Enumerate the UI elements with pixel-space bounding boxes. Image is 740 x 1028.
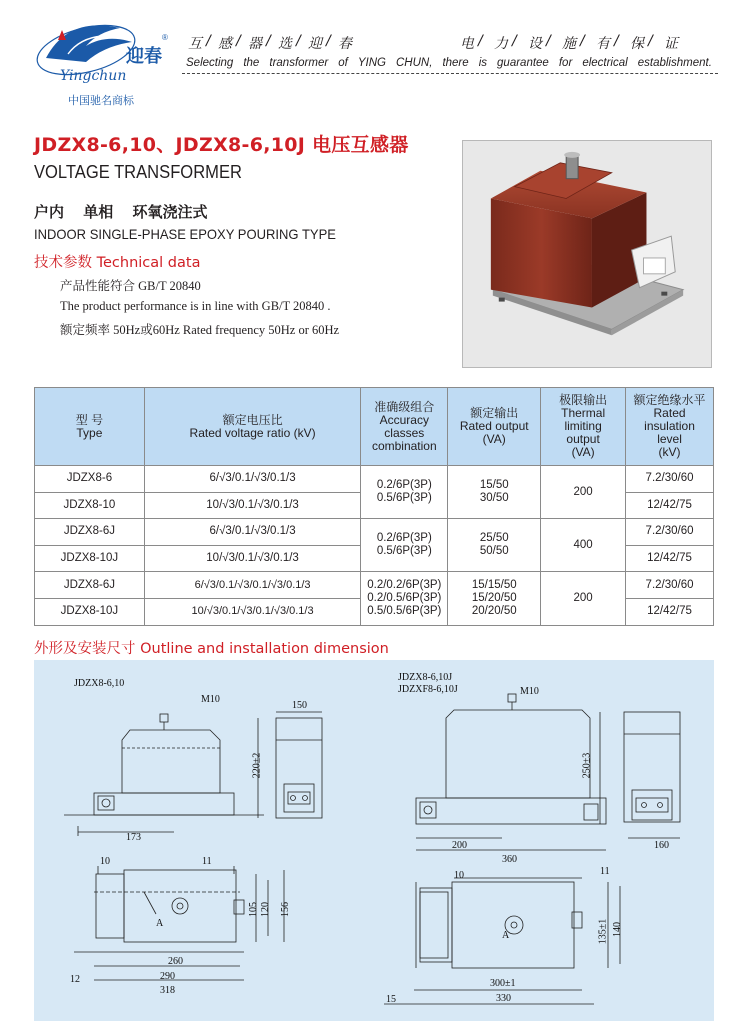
left-dim-290: 290 [160, 971, 175, 982]
slogan-en-word: of [338, 57, 348, 69]
cell-ratio: 6/√3/0.1/√3/0.1/√3/0.1/3 [144, 572, 361, 599]
technical-data-table [34, 387, 714, 626]
left-dim-bolt: M10 [201, 694, 220, 705]
slogan-cn-char: 保 [630, 36, 644, 52]
header-voltage-ratio: 额定电压比 Rated voltage ratio (kV) [144, 388, 361, 466]
right-dim-200: 200 [452, 840, 467, 851]
cell-insulation: 7.2/30/60 [626, 466, 714, 493]
header-accuracy: 准确级组合 Accuracy classes combination [361, 388, 448, 466]
slogan-separator: / [478, 33, 483, 49]
cell-accuracy: 0.2/6P(3P) 0.5/6P(3P) [361, 466, 448, 519]
product-type-cn: 户内 单相 环氧浇注式 [34, 203, 208, 221]
slogan-cn-char: 选 [278, 36, 292, 52]
slogan-en-word: YING [357, 57, 386, 69]
cell-type: JDZX8-6J [35, 519, 145, 546]
cell-insulation: 12/42/75 [626, 598, 714, 625]
slogan-separator: / [206, 33, 211, 49]
right-dim-250: 250±3 [581, 752, 593, 779]
product-photo [462, 140, 712, 368]
slogan-separator: / [512, 33, 517, 49]
left-dim-12: 12 [70, 974, 80, 985]
right-dim-330: 330 [496, 993, 511, 1004]
right-dim-11: 11 [600, 866, 610, 877]
cell-ratio: 6/√3/0.1/√3/0.1/3 [144, 519, 361, 546]
table-row [35, 519, 714, 546]
slogan-cn-char: 感 [218, 36, 232, 52]
left-front-view [64, 714, 264, 836]
slogan-en-word: the [243, 57, 260, 69]
terminal-bolt [566, 155, 578, 179]
slogan-cn-char: 证 [664, 36, 678, 52]
cell-output: 15/15/50 15/20/50 20/20/50 [448, 572, 541, 625]
cell-accuracy: 0.2/6P(3P) 0.5/6P(3P) [361, 519, 448, 572]
right-side-view [624, 712, 680, 838]
cell-type: JDZX8-6 [35, 466, 145, 493]
right-dim-300: 300±1 [490, 978, 516, 989]
cell-type: JDZX8-6J [35, 572, 145, 599]
product-title-en: VOLTAGE TRANSFORMER [34, 162, 242, 182]
slogan-separator: / [236, 33, 241, 49]
left-dim-173: 173 [126, 832, 141, 843]
slogan-chinese [188, 33, 718, 53]
slogan-en-word: there [442, 57, 469, 69]
cell-accuracy: 0.2/0.2/6P(3P) 0.2/0.5/6P(3P) 0.5/0.5/6P(3P) [361, 572, 448, 625]
slogan-english [186, 57, 712, 69]
cell-thermal: 200 [541, 466, 626, 519]
slogan-cn-char: 力 [494, 36, 508, 52]
cell-output: 25/50 50/50 [448, 519, 541, 572]
slogan-separator: / [614, 33, 619, 49]
cell-ratio: 6/√3/0.1/√3/0.1/3 [144, 466, 361, 493]
slogan-cn-char: 迎 [308, 36, 322, 52]
svg-text:®: ® [162, 33, 168, 42]
header-type: 型 号 Type [35, 388, 145, 466]
slogan-en-word: is [478, 57, 487, 69]
slogan-cn-char: 互 [188, 36, 202, 52]
right-dim-bolt: M10 [520, 686, 539, 697]
cell-thermal: 200 [541, 572, 626, 625]
right-mark-a: A [502, 930, 510, 941]
product-type-en: INDOOR SINGLE-PHASE EPOXY POURING TYPE [34, 226, 336, 242]
left-dim-150: 150 [292, 700, 307, 711]
slogan-en-word: CHUN, [395, 57, 433, 69]
right-front-view [416, 694, 606, 850]
cell-thermal: 400 [541, 519, 626, 572]
spec-line-standard-en: The product performance is in line with GB/T 20840 . [60, 299, 331, 313]
left-side-view [258, 712, 322, 818]
slogan-separator: / [296, 33, 301, 49]
company-logo [28, 10, 178, 90]
outline-heading: 外形及安装尺寸 Outline and installation dimension [34, 641, 389, 657]
slogan-separator: / [326, 33, 331, 49]
left-dim-220: 220±2 [251, 752, 263, 779]
slogan-cn-char: 电 [460, 36, 474, 52]
cell-ratio: 10/√3/0.1/√3/0.1/3 [144, 492, 361, 519]
left-dim-156: 156 [280, 902, 291, 917]
left-model-label: JDZX8-6,10 [74, 678, 125, 689]
left-dim-120: 120 [260, 902, 271, 917]
slogan-separator: / [580, 33, 585, 49]
cell-ratio: 10/√3/0.1/√3/0.1/√3/0.1/3 [144, 598, 361, 625]
right-dim-360: 360 [502, 854, 517, 865]
logo-brand-text: 迎春 [126, 46, 162, 67]
left-dim-10: 10 [100, 856, 110, 867]
product-title-cn: JDZX8-6,10、JDZX8-6,10J 电压互感器 [34, 134, 409, 156]
right-dim-10: 10 [454, 870, 464, 881]
slogan-en-word: Selecting [186, 57, 234, 69]
header-insulation: 额定绝缘水平 Rated insulation level (kV) [626, 388, 714, 466]
slogan-cn-char: 春 [338, 36, 352, 52]
right-dim-140: 140 [612, 922, 623, 937]
right-dim-15: 15 [386, 994, 396, 1005]
cell-type: JDZX8-10J [35, 598, 145, 625]
cell-output: 15/50 30/50 [448, 466, 541, 519]
header-rated-output: 额定输出 Rated output (VA) [448, 388, 541, 466]
slogan-cn-char: 器 [248, 36, 262, 52]
table-row [35, 572, 714, 599]
cell-insulation: 7.2/30/60 [626, 519, 714, 546]
right-model-label-2: JDZXF8-6,10J [398, 684, 458, 695]
cell-type: JDZX8-10J [35, 545, 145, 572]
technical-data-heading: 技术参数 Technical data [34, 255, 201, 271]
cell-insulation: 12/42/75 [626, 492, 714, 519]
slogan-en-word: establishment. [637, 57, 712, 69]
right-dim-160: 160 [654, 840, 669, 851]
logo-script-text: Yingchun [60, 68, 127, 84]
right-model-label-1: JDZX8-6,10J [398, 672, 453, 683]
table-header-row [35, 388, 714, 466]
cell-insulation: 12/42/75 [626, 545, 714, 572]
spec-line-frequency: 额定频率 50Hz或60Hz Rated frequency 50Hz or 60Hz [60, 323, 340, 337]
right-dim-135: 135±1 [597, 918, 609, 945]
slogan-cn-char: 设 [528, 36, 542, 52]
slogan-en-word: electrical [582, 57, 628, 69]
left-mark-a: A [156, 918, 164, 929]
cell-ratio: 10/√3/0.1/√3/0.1/3 [144, 545, 361, 572]
slogan-cn-char: 有 [596, 36, 610, 52]
slogan-cn-char: 施 [562, 36, 576, 52]
cell-insulation: 7.2/30/60 [626, 572, 714, 599]
brand-tagline: 中国驰名商标 [68, 94, 134, 107]
cell-type: JDZX8-10 [35, 492, 145, 519]
left-dim-105: 105 [248, 902, 259, 917]
slogan-separator: / [546, 33, 551, 49]
left-dim-318: 318 [160, 985, 175, 996]
left-dim-11: 11 [202, 856, 212, 867]
slogan-en-word: guarantee [497, 57, 549, 69]
slogan-separator: / [648, 33, 653, 49]
slogan-en-word: for [558, 57, 573, 69]
outline-drawing-panel [34, 660, 714, 1021]
left-dim-260: 260 [168, 956, 183, 967]
header-thermal-output: 极限输出 Thermal limiting output (VA) [541, 388, 626, 466]
table-row [35, 466, 714, 493]
slogan-separator: / [266, 33, 271, 49]
spec-line-standard-cn: 产品性能符合 GB/T 20840 [60, 279, 201, 293]
header-divider [182, 73, 718, 74]
slogan-en-word: transformer [269, 57, 329, 69]
